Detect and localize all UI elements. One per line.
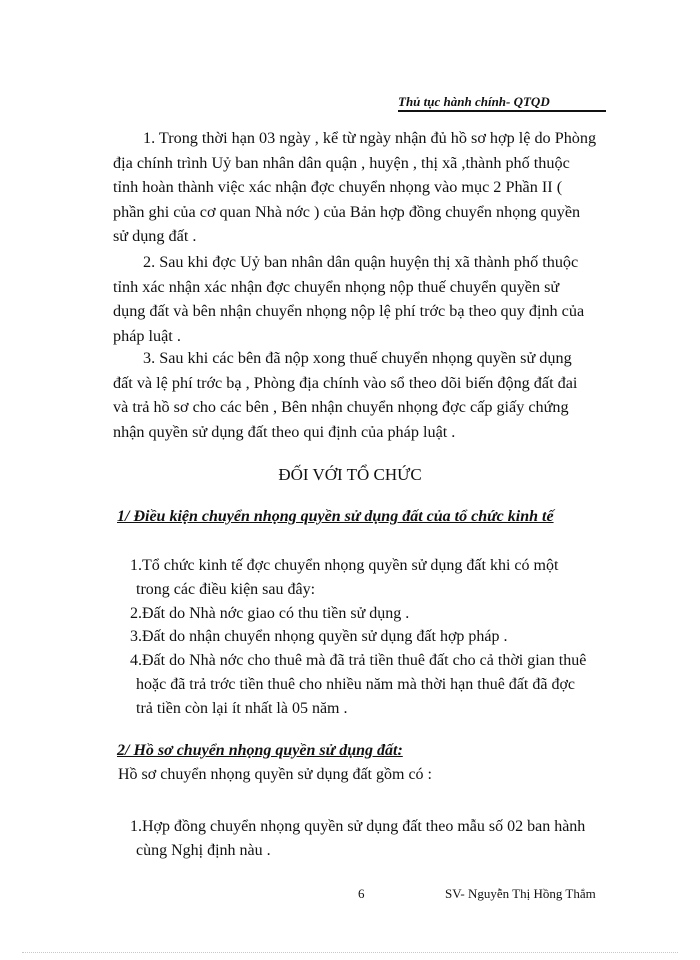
paragraph-line: sử dụng đất . <box>113 227 197 245</box>
paragraph-line: phần ghi của cơ quan Nhà nớc ) của Bản hợp đồng chuyển nhọng quyền <box>113 202 581 221</box>
page-bottom-divider <box>22 952 678 953</box>
paragraph-line: địa chính trình Uỷ ban nhân dân quận , huyện , thị xã ,thành phố thuộc <box>113 153 570 172</box>
footer-author: SV- Nguyễn Thị Hồng Thắm <box>445 886 596 901</box>
list-item: 3.Đất do nhận chuyển nhọng quyền sử dụng đất hợp pháp . <box>130 628 508 646</box>
list-item: 1.Hợp đồng chuyển nhọng quyền sử dụng đất theo mẫu số 02 ban hành <box>130 818 586 835</box>
section-heading: ĐỐI VỚI TỔ CHỨC <box>278 465 422 484</box>
paragraph-2 <box>113 250 584 348</box>
section-2-intro: Hồ sơ chuyển nhọng quyền sử dụng đất gồm có : <box>118 766 432 783</box>
list-item: 2.Đất do Nhà nớc giao có thu tiền sử dụng . <box>130 604 410 622</box>
list-item: 4.Đất do Nhà nớc cho thuê mà đã trả tiền thuê đất cho cả thời gian thuê <box>130 652 587 670</box>
running-header: Thủ tục hành chính- QTQD <box>398 95 606 112</box>
paragraph-line: tỉnh hoàn thành việc xác nhận đợc chuyển nhọng vào mục 2 Phần II ( <box>113 178 563 196</box>
paragraph-line: dụng đất và bên nhận chuyển nhọng nộp lệ phí trớc bạ theo quy định của <box>113 302 585 320</box>
page-number: 6 <box>358 886 365 901</box>
paragraph-1 <box>113 126 596 249</box>
paragraph-3 <box>113 346 577 444</box>
paragraph-line: 2. Sau khi đợc Uỷ ban nhân dân quận huyện thị xã thành phố thuộc <box>143 253 579 271</box>
list-item: hoặc đã trả trớc tiền thuê cho nhiều năm mà thời hạn thuê đất đã đợc <box>136 675 576 693</box>
paragraph-line: 1. Trong thời hạn 03 ngày , kể từ ngày nhận đủ hồ sơ hợp lệ do Phòng <box>143 129 597 147</box>
paragraph-line: nhận quyền sử dụng đất theo qui định của pháp luật . <box>113 422 456 441</box>
paragraph-line: và trả hồ sơ cho các bên , Bên nhận chuyển nhọng đợc cấp giấy chứng <box>113 398 569 416</box>
list-item: trong các điều kiện sau đây: <box>136 580 316 598</box>
paragraph-line: tỉnh xác nhận xác nhận đợc chuyển nhọng nộp thuế chuyển quyền sử <box>113 277 560 296</box>
section-2-title: 2/ Hồ sơ chuyển nhọng quyền sử dụng đất: <box>117 742 403 759</box>
list-item: trả tiền còn lại ít nhất là 05 năm . <box>136 699 348 717</box>
list-item: 1.Tổ chức kinh tế đợc chuyển nhọng quyền sử dụng đất khi có một <box>130 557 559 574</box>
paragraph-line: pháp luật . <box>113 326 181 345</box>
paragraph-line: đất và lệ phí trớc bạ , Phòng địa chính vào sổ theo dõi biến động đất đai <box>113 373 578 392</box>
section-2-list <box>130 815 585 863</box>
section-1-title: 1/ Điều kiện chuyển nhọng quyền sử dụng đất của tổ chức kinh tế <box>117 508 554 525</box>
section-1-list <box>130 554 586 721</box>
paragraph-line: 3. Sau khi các bên đã nộp xong thuế chuyển nhọng quyền sử dụng <box>143 349 572 367</box>
list-item: cùng Nghị định nàu . <box>136 841 271 859</box>
